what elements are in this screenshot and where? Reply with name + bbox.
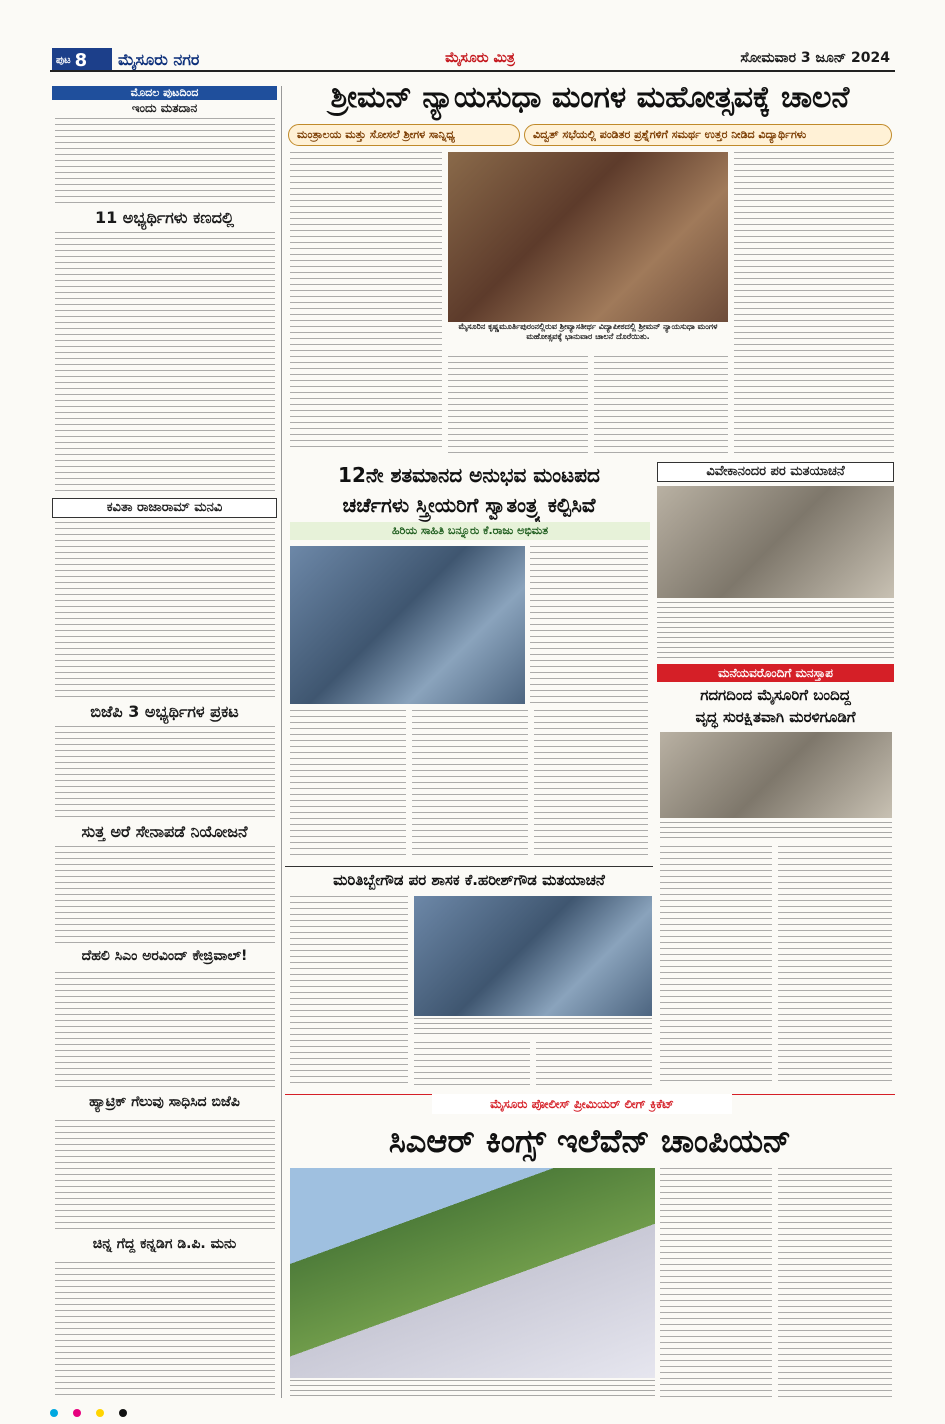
magenta-dot [73, 1409, 81, 1417]
body-text [414, 1042, 530, 1088]
body-text [530, 546, 648, 704]
body-text [290, 896, 408, 1088]
body-text [734, 152, 894, 456]
anubhava-subhead: ಹಿರಿಯ ಸಾಹಿತಿ ಬನ್ನೂರು ಕೆ.ರಾಜು ಅಭಿಮತ [290, 522, 650, 540]
body-text [55, 846, 275, 946]
kavitha-heading: ಕವಿತಾ ರಾಜಾರಾಮ್ ಮನವಿ [52, 498, 277, 518]
anubhava-headline-2: ಚರ್ಚೆಗಳು ಸ್ತ್ರೀಯರಿಗೆ ಸ್ವಾತಂತ್ರ್ಯ ಕಲ್ಪಿಸಿವೆ [342, 493, 596, 517]
photo-caption [290, 1380, 655, 1398]
body-text [55, 726, 275, 820]
kejriwal-heading: ದೆಹಲಿ ಸಿಎಂ ಅರವಿಂದ್ ಕೇಜ್ರಿವಾಲ್! [81, 948, 248, 964]
yellow-dot [96, 1409, 104, 1417]
elderly-headline-1: ಗದಗದಿಂದ ಮೈಸೂರಿಗೆ ಬಂದಿದ್ದ [700, 686, 851, 704]
main-subhead-right: ವಿದ್ವತ್ ಸಭೆಯಲ್ಲಿ ಪಂಡಿತರ ಪ್ರಶ್ನೆಗಳಿಗೆ ಸಮರ್ಥ ಉತ್ತರ ನೀಡಿದ ವಿದ್ಯಾರ್ಥಿಗಳು [524, 124, 892, 146]
elderly-photo [660, 732, 892, 818]
black-dot [119, 1409, 127, 1417]
body-text [55, 118, 275, 206]
anubhava-photo [290, 546, 525, 704]
photo-caption [660, 822, 892, 840]
gold-heading: ಚಿನ್ನ ಗೆದ್ದ ಕನ್ನಡಿಗ ಡಿ.ಪಿ. ಮನು [92, 1236, 237, 1252]
marithibbegowda-headline: ಮರಿತಿಬ್ಬೇಗೌಡ ಪರ ಶಾಸಕ ಕೆ.ಹರೀಶ್‌ಗೌಡ ಮತಯಾಚನೆ [285, 866, 653, 892]
photo-caption [657, 602, 894, 660]
column-divider [281, 86, 282, 1398]
cyan-dot [50, 1409, 58, 1417]
masthead: ಮೈಸೂರು ಮಿತ್ರ [445, 50, 515, 66]
body-text [660, 1168, 772, 1398]
photo-caption [414, 1018, 652, 1038]
today-vote-heading: ಇಂದು ಮತದಾನ [131, 101, 198, 115]
body-text [778, 1168, 892, 1398]
main-subhead-left: ಮಂತ್ರಾಲಯ ಮತ್ತು ಸೋಸಲೆ ಶ್ರೀಗಳ ಸಾನ್ನಿಧ್ಯ [288, 124, 520, 146]
marithibbegowda-photo [414, 896, 652, 1016]
cricket-band: ಮೈಸೂರು ಪೋಲೀಸ್ ಪ್ರೀಮಿಯರ್ ಲೀಗ್ ಕ್ರಿಕೆಟ್ [432, 1094, 732, 1114]
body-text [55, 1120, 275, 1232]
header-rule [50, 48, 895, 72]
page-label: ಪುಟ [56, 54, 71, 66]
main-photo [448, 152, 728, 322]
candidates-heading: 11 ಅಭ್ಯರ್ಥಿಗಳು ಕಣದಲ್ಲಿ [94, 208, 235, 227]
body-text [412, 710, 528, 860]
vivekananda-photo [657, 486, 894, 598]
continued-band: ಮೊದಲ ಪುಟದಿಂದ [52, 86, 277, 100]
elderly-band: ಮನೆಯವರೊಂದಿಗೆ ಮನಸ್ತಾಪ [657, 664, 894, 682]
hattrick-heading: ಹ್ಯಾಟ್ರಿಕ್ ಗೆಲುವು ಸಾಧಿಸಿದ ಬಿಜೆಪಿ [89, 1094, 240, 1110]
cricket-headline: ಸಿಎಆರ್ ಕಿಂಗ್ಸ್ ಇಲೆವೆನ್ ಚಾಂಪಿಯನ್ [388, 1122, 792, 1160]
page-number: 8 [74, 49, 88, 71]
section-name: ಮೈಸೂರು ನಗರ [118, 50, 200, 69]
body-text [448, 356, 588, 456]
body-text [55, 1262, 275, 1398]
body-text [55, 972, 275, 1090]
force-heading: ಸುತ್ತ ಅರೆ ಸೇನಾಪಡೆ ನಿಯೋಜನೆ [81, 822, 248, 841]
print-registration-dots [50, 1402, 895, 1412]
body-text [594, 356, 728, 456]
issue-date: ಸೋಮವಾರ 3 ಜೂನ್ 2024 [740, 50, 890, 66]
main-headline: ಶ್ರೀಮನ್ ನ್ಯಾಯಸುಧಾ ಮಂಗಳ ಮಹೋತ್ಸವಕ್ಕೆ ಚಾಲನೆ [330, 80, 850, 115]
body-text [536, 1042, 652, 1088]
vivekananda-heading: ವಿವೇಕಾನಂದರ ಪರ ಮತಯಾಚನೆ [657, 462, 894, 482]
body-text [778, 846, 892, 1084]
body-text [290, 152, 442, 450]
cricket-photo [290, 1168, 655, 1378]
elderly-headline-2: ವೃದ್ಧ ಸುರಕ್ಷಿತವಾಗಿ ಮರಳಿಗೂಡಿಗೆ [695, 708, 856, 726]
body-text [55, 522, 275, 700]
body-text [660, 846, 772, 1084]
body-text [55, 232, 275, 496]
body-text [534, 710, 648, 860]
anubhava-headline-1: 12ನೇ ಶತಮಾನದ ಅನುಭವ ಮಂಟಪದ [338, 463, 600, 487]
main-photo-caption: ಮೈಸೂರಿನ ಕೃಷ್ಣಮೂರ್ತಿಪುರಂನಲ್ಲಿರುವ ಶ್ರೀವ್ಯಾಸತೀರ್ಥ ವಿದ್ಯಾಪೀಠದಲ್ಲಿ ಶ್ರೀಮನ್ ನ್ಯಾಯಸುಧಾ ಮಂಗಳ ಮಹೋತ್ಸವಕ್ಕೆ ಭಾನುವಾರ ಚಾಲನೆ ದೊರೆಯಿತು. [458, 322, 718, 341]
body-text [290, 710, 406, 860]
bjp-heading: ಬಿಜೆಪಿ 3 ಅಭ್ಯರ್ಥಿಗಳ ಪ್ರಕಟ [90, 702, 239, 721]
